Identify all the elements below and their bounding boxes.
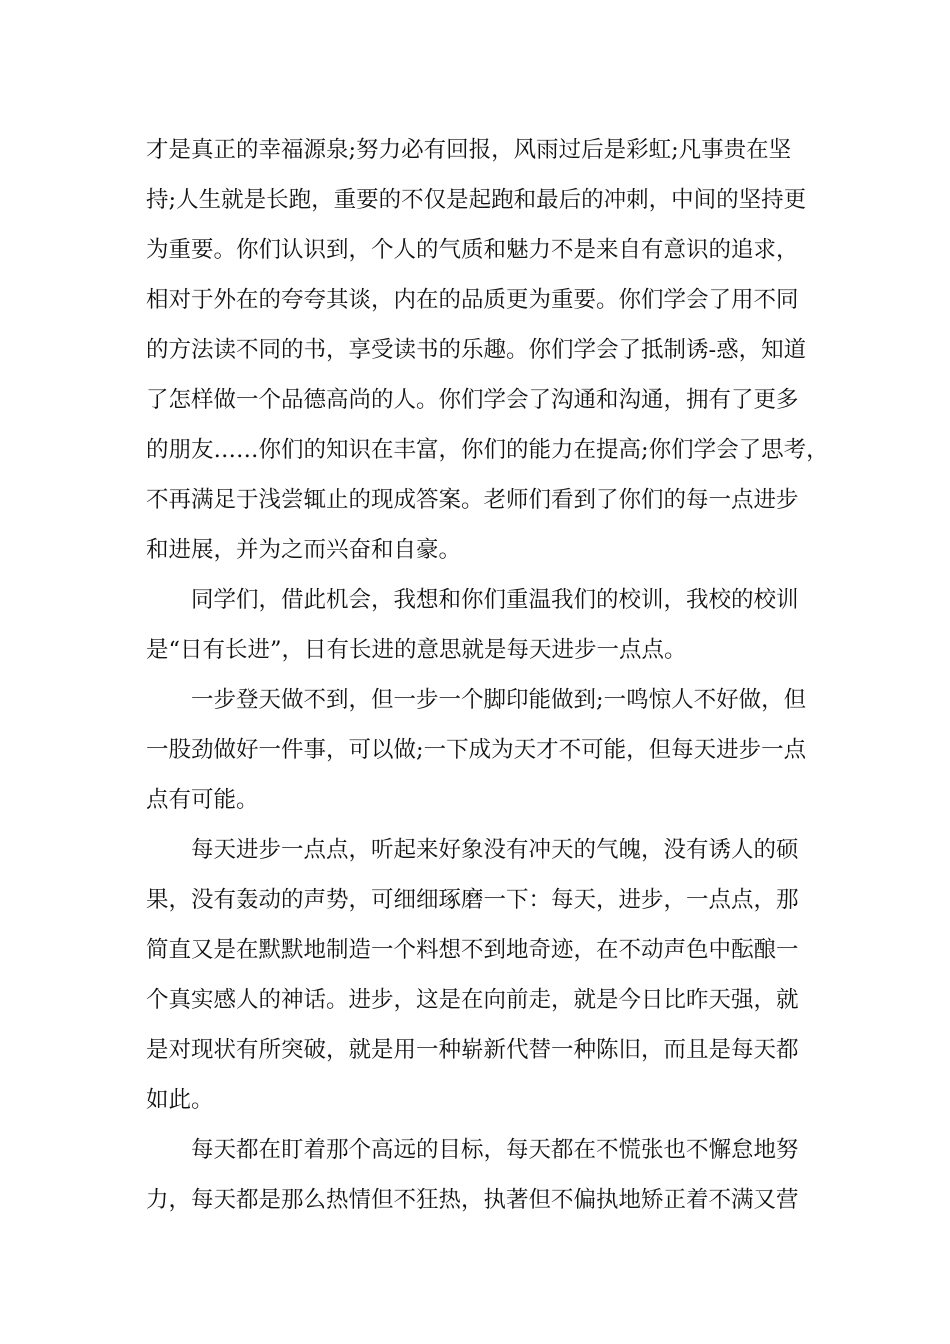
text-line: 每天进步一点点，听起来好象没有冲天的气魄，没有诱人的硕: [191, 837, 799, 863]
text-line: 力，每天都是那么热情但不狂热，执著但不偏执地矫正着不满又营: [146, 1187, 799, 1213]
text-line: 简直又是在默默地制造一个料想不到地奇迹，在不动声色中酝酿一: [146, 937, 799, 963]
text-line: 同学们，借此机会，我想和你们重温我们的校训，我校的校训: [191, 587, 799, 613]
text-line: 了怎样做一个品德高尚的人。你们学会了沟通和沟通，拥有了更多: [146, 387, 799, 413]
text-line: 的朋友……你们的知识在丰富，你们的能力在提高;你们学会了思考，: [146, 437, 829, 463]
text-line: 一股劲做好一件事，可以做;一下成为天才不可能，但每天进步一点: [146, 737, 807, 763]
text-line: 如此。: [146, 1087, 214, 1113]
text-line: 是对现状有所突破，就是用一种崭新代替一种陈旧，而且是每天都: [146, 1037, 799, 1063]
text-line: 持;人生就是长跑，重要的不仅是起跑和最后的冲刺，中间的坚持更: [146, 187, 807, 213]
text-line: 是“日有长进”，日有长进的意思就是每天进步一点点。: [146, 637, 687, 663]
text-line: 点有可能。: [146, 787, 259, 813]
text-line: 才是真正的幸福源泉;努力必有回报，风雨过后是彩虹;凡事贵在坚: [146, 137, 792, 163]
text-line: 个真实感人的神话。进步，这是在向前走，就是今日比昨天强，就: [146, 987, 799, 1013]
text-line: 一步登天做不到，但一步一个脚印能做到;一鸣惊人不好做，但: [191, 687, 807, 713]
text-line: 的方法读不同的书，享受读书的乐趣。你们学会了抵制诱-惑，知道: [146, 337, 807, 363]
text-line: 果，没有轰动的声势，可细细琢磨一下：每天，进步，一点点，那: [146, 887, 799, 913]
text-line: 为重要。你们认识到，个人的气质和魅力不是来自有意识的追求，: [146, 237, 799, 263]
text-line: 相对于外在的夸夸其谈，内在的品质更为重要。你们学会了用不同: [146, 287, 799, 313]
text-line: 和进展，并为之而兴奋和自豪。: [146, 537, 462, 563]
text-line: 不再满足于浅尝辄止的现成答案。老师们看到了你们的每一点进步: [146, 487, 799, 513]
text-line: 每天都在盯着那个高远的目标，每天都在不慌张也不懈怠地努: [191, 1137, 799, 1163]
